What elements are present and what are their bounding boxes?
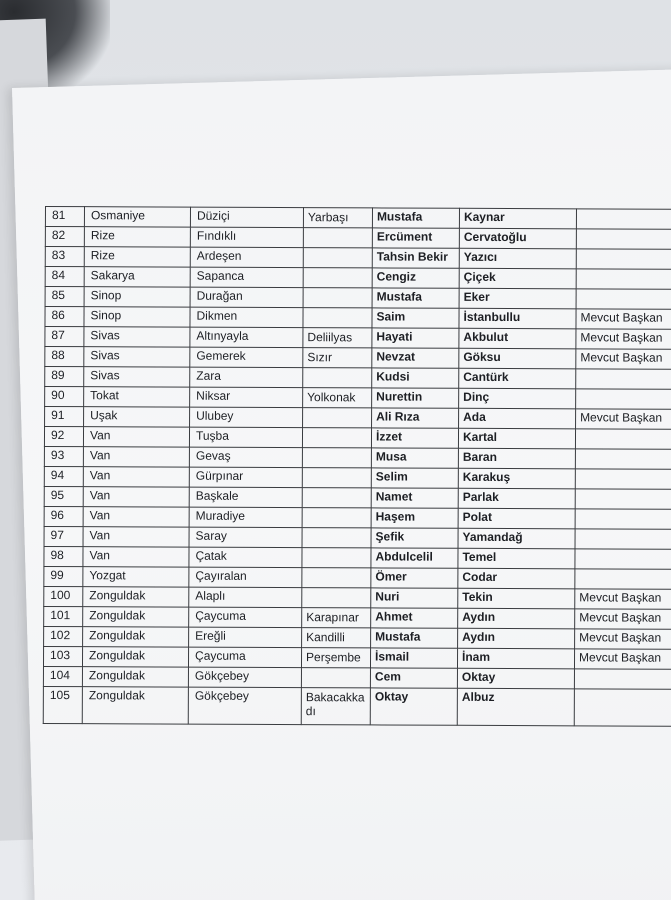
- province-cell: Osmaniye: [84, 207, 190, 227]
- table-row: [45, 347, 671, 370]
- last-name-cell: Eker: [459, 288, 576, 309]
- table-row: [45, 287, 671, 310]
- town-cell: [301, 668, 370, 688]
- first-name-cell: Ömer: [371, 568, 458, 588]
- district-cell: Sapanca: [190, 267, 303, 287]
- town-cell: Deliilyas: [303, 328, 372, 348]
- status-note-cell: [575, 429, 671, 449]
- province-cell: Zonguldak: [82, 647, 188, 667]
- last-name-cell: Karakuş: [458, 468, 575, 489]
- province-cell: Sivas: [84, 327, 190, 347]
- table-row: [43, 686, 671, 726]
- status-note-cell: [575, 489, 671, 509]
- status-note-cell: [576, 229, 671, 249]
- row-number: 104: [43, 666, 82, 686]
- table-row: [44, 427, 671, 450]
- status-note-cell: [575, 449, 671, 469]
- row-number: 102: [44, 626, 83, 646]
- district-cell: Dikmen: [190, 307, 303, 327]
- province-cell: Sivas: [84, 347, 190, 367]
- last-name-cell: Ada: [459, 408, 576, 429]
- status-note-cell: Mevcut Başkan: [575, 609, 671, 629]
- status-note-cell: Mevcut Başkan: [575, 629, 671, 649]
- roster-table: [43, 206, 671, 727]
- district-cell: Gevaş: [189, 447, 302, 467]
- first-name-cell: Hayati: [372, 328, 459, 348]
- row-number: 82: [45, 227, 84, 247]
- status-note-cell: [576, 269, 671, 289]
- status-note-cell: [576, 369, 671, 389]
- district-cell: Ardeşen: [190, 247, 303, 267]
- roster-table-container: [43, 206, 663, 727]
- row-number: 88: [45, 347, 84, 367]
- province-cell: Sinop: [84, 287, 190, 307]
- first-name-cell: İzzet: [371, 428, 458, 448]
- last-name-cell: Oktay: [457, 668, 574, 689]
- province-cell: Yozgat: [83, 567, 189, 587]
- first-name-cell: İsmail: [370, 648, 457, 668]
- last-name-cell: Baran: [458, 448, 575, 469]
- roster-table-body: [43, 207, 671, 727]
- district-cell: Durağan: [190, 287, 303, 307]
- table-row: [44, 526, 671, 549]
- province-cell: Sakarya: [84, 267, 190, 287]
- town-cell: [302, 508, 371, 528]
- town-cell: [302, 588, 371, 608]
- district-cell: Zara: [190, 367, 303, 387]
- district-cell: Fındıklı: [190, 227, 303, 247]
- table-row: [45, 387, 671, 410]
- province-cell: Van: [83, 447, 189, 467]
- row-number: 85: [45, 287, 84, 307]
- district-cell: Alaplı: [189, 587, 302, 607]
- district-cell: Altınyayla: [190, 327, 303, 347]
- town-cell: Karapınar: [302, 608, 371, 628]
- last-name-cell: İnam: [457, 648, 574, 669]
- status-note-cell: Mevcut Başkan: [574, 649, 671, 669]
- status-note-cell: [576, 249, 671, 269]
- table-row: [43, 646, 671, 669]
- last-name-cell: Kaynar: [459, 208, 576, 229]
- last-name-cell: Tekin: [458, 588, 575, 609]
- status-note-cell: [575, 569, 671, 589]
- town-cell: [302, 528, 371, 548]
- district-cell: Gürpınar: [189, 467, 302, 487]
- table-row: [43, 666, 671, 689]
- district-cell: Ulubey: [190, 407, 303, 427]
- table-row: [44, 566, 671, 589]
- town-cell: [303, 368, 372, 388]
- last-name-cell: Kartal: [458, 428, 575, 449]
- district-cell: Çaycuma: [188, 647, 301, 667]
- town-cell: [302, 468, 371, 488]
- table-row: [44, 626, 671, 649]
- status-note-cell: [575, 529, 671, 549]
- first-name-cell: Musa: [371, 448, 458, 468]
- table-row: [45, 407, 671, 430]
- row-number: 90: [45, 387, 84, 407]
- first-name-cell: Selim: [371, 468, 458, 488]
- row-number: 92: [44, 427, 83, 447]
- first-name-cell: Mustafa: [371, 628, 458, 648]
- table-row: [45, 267, 671, 290]
- town-cell: Yolkonak: [303, 388, 372, 408]
- first-name-cell: Kudsi: [372, 368, 459, 388]
- last-name-cell: Dinç: [459, 388, 576, 409]
- first-name-cell: Cem: [370, 668, 457, 688]
- province-cell: Van: [83, 467, 189, 487]
- row-number: 93: [44, 446, 83, 466]
- town-cell: [303, 308, 372, 328]
- status-note-cell: Mevcut Başkan: [576, 409, 671, 429]
- first-name-cell: Abdulcelil: [371, 548, 458, 568]
- row-number: 96: [44, 506, 83, 526]
- district-cell: Gökçebey: [188, 667, 301, 687]
- row-number: 89: [45, 367, 84, 387]
- first-name-cell: Ali Rıza: [372, 408, 459, 428]
- row-number: 95: [44, 486, 83, 506]
- first-name-cell: Saim: [372, 308, 459, 328]
- last-name-cell: Polat: [458, 508, 575, 529]
- row-number: 103: [43, 646, 82, 666]
- row-number: 83: [45, 247, 84, 267]
- status-note-cell: [576, 289, 671, 309]
- first-name-cell: Nuri: [371, 588, 458, 608]
- table-row: [44, 466, 671, 489]
- district-cell: Çaycuma: [189, 607, 302, 627]
- district-cell: Çatak: [189, 547, 302, 567]
- province-cell: Van: [83, 507, 189, 527]
- last-name-cell: Çiçek: [459, 268, 576, 289]
- status-note-cell: [575, 509, 671, 529]
- first-name-cell: Namet: [371, 488, 458, 508]
- province-cell: Rize: [84, 227, 190, 247]
- town-cell: [302, 568, 371, 588]
- last-name-cell: Codar: [458, 568, 575, 589]
- row-number: 94: [44, 466, 83, 486]
- status-note-cell: Mevcut Başkan: [576, 349, 671, 369]
- province-cell: Zonguldak: [83, 607, 189, 627]
- last-name-cell: Aydın: [458, 608, 575, 629]
- district-cell: Düziçi: [190, 207, 303, 227]
- town-cell: Perşembe: [301, 648, 370, 668]
- town-cell: Kandilli: [302, 628, 371, 648]
- table-row: [44, 586, 671, 609]
- status-note-cell: Mevcut Başkan: [576, 309, 671, 329]
- last-name-cell: Akbulut: [459, 328, 576, 349]
- first-name-cell: Oktay: [370, 688, 457, 725]
- first-name-cell: Nevzat: [372, 348, 459, 368]
- row-number: 91: [45, 407, 84, 427]
- table-row: [45, 247, 671, 270]
- town-cell: [302, 448, 371, 468]
- row-number: 84: [45, 267, 84, 287]
- table-row: [45, 207, 671, 230]
- town-cell: [303, 288, 372, 308]
- row-number: 100: [44, 586, 83, 606]
- province-cell: Zonguldak: [83, 587, 189, 607]
- status-note-cell: [576, 209, 671, 229]
- town-cell: [302, 428, 371, 448]
- status-note-cell: [576, 389, 671, 409]
- table-row: [44, 506, 671, 529]
- first-name-cell: Nurettin: [372, 388, 459, 408]
- row-number: 99: [44, 566, 83, 586]
- town-cell: [302, 548, 371, 568]
- last-name-cell: Göksu: [459, 348, 576, 369]
- province-cell: Tokat: [84, 387, 190, 407]
- status-note-cell: Mevcut Başkan: [576, 329, 671, 349]
- last-name-cell: Cervatoğlu: [459, 228, 576, 249]
- district-cell: Niksar: [190, 387, 303, 407]
- last-name-cell: İstanbullu: [459, 308, 576, 329]
- district-cell: Muradiye: [189, 507, 302, 527]
- province-cell: Rize: [84, 247, 190, 267]
- province-cell: Uşak: [84, 407, 190, 427]
- table-row: [44, 446, 671, 469]
- table-row: [45, 327, 671, 350]
- table-row: [44, 606, 671, 629]
- table-row: [44, 546, 671, 569]
- last-name-cell: Albuz: [457, 688, 574, 726]
- row-number: 86: [45, 307, 84, 327]
- last-name-cell: Temel: [458, 548, 575, 569]
- table-row: [44, 486, 671, 509]
- province-cell: Sinop: [84, 307, 190, 327]
- town-cell: [303, 408, 372, 428]
- province-cell: Zonguldak: [83, 627, 189, 647]
- last-name-cell: Cantürk: [459, 368, 576, 389]
- district-cell: Gökçebey: [188, 687, 301, 724]
- first-name-cell: Mustafa: [372, 208, 459, 228]
- town-cell: Bakacakkadı: [301, 688, 370, 725]
- province-cell: Zonguldak: [82, 667, 188, 687]
- province-cell: Van: [83, 427, 189, 447]
- status-note-cell: Mevcut Başkan: [575, 589, 671, 609]
- status-note-cell: [575, 469, 671, 489]
- table-row: [45, 227, 671, 250]
- first-name-cell: Ercüment: [372, 228, 459, 248]
- status-note-cell: [574, 689, 671, 726]
- row-number: 101: [44, 606, 83, 626]
- last-name-cell: Parlak: [458, 488, 575, 509]
- table-row: [45, 367, 671, 390]
- town-cell: [303, 248, 372, 268]
- town-cell: Yarbaşı: [303, 208, 372, 228]
- town-cell: Sızır: [303, 348, 372, 368]
- town-cell: [303, 268, 372, 288]
- district-cell: Başkale: [189, 487, 302, 507]
- table-row: [45, 307, 671, 330]
- first-name-cell: Tahsin Bekir: [372, 248, 459, 268]
- province-cell: Sivas: [84, 367, 190, 387]
- district-cell: Çayıralan: [189, 567, 302, 587]
- province-cell: Van: [83, 547, 189, 567]
- row-number: 105: [43, 686, 82, 723]
- first-name-cell: Mustafa: [372, 288, 459, 308]
- province-cell: Van: [83, 487, 189, 507]
- first-name-cell: Haşem: [371, 508, 458, 528]
- last-name-cell: Yazıcı: [459, 248, 576, 269]
- district-cell: Ereğli: [189, 627, 302, 647]
- row-number: 98: [44, 546, 83, 566]
- province-cell: Van: [83, 527, 189, 547]
- town-cell: [303, 228, 372, 248]
- first-name-cell: Şefik: [371, 528, 458, 548]
- last-name-cell: Aydın: [458, 628, 575, 649]
- town-cell: [302, 488, 371, 508]
- row-number: 97: [44, 526, 83, 546]
- district-cell: Saray: [189, 527, 302, 547]
- last-name-cell: Yamandağ: [458, 528, 575, 549]
- district-cell: Gemerek: [190, 347, 303, 367]
- first-name-cell: Cengiz: [372, 268, 459, 288]
- row-number: 87: [45, 327, 84, 347]
- first-name-cell: Ahmet: [371, 608, 458, 628]
- row-number: 81: [45, 207, 84, 227]
- district-cell: Tuşba: [189, 427, 302, 447]
- status-note-cell: [575, 549, 671, 569]
- province-cell: Zonguldak: [82, 687, 188, 724]
- status-note-cell: [574, 669, 671, 689]
